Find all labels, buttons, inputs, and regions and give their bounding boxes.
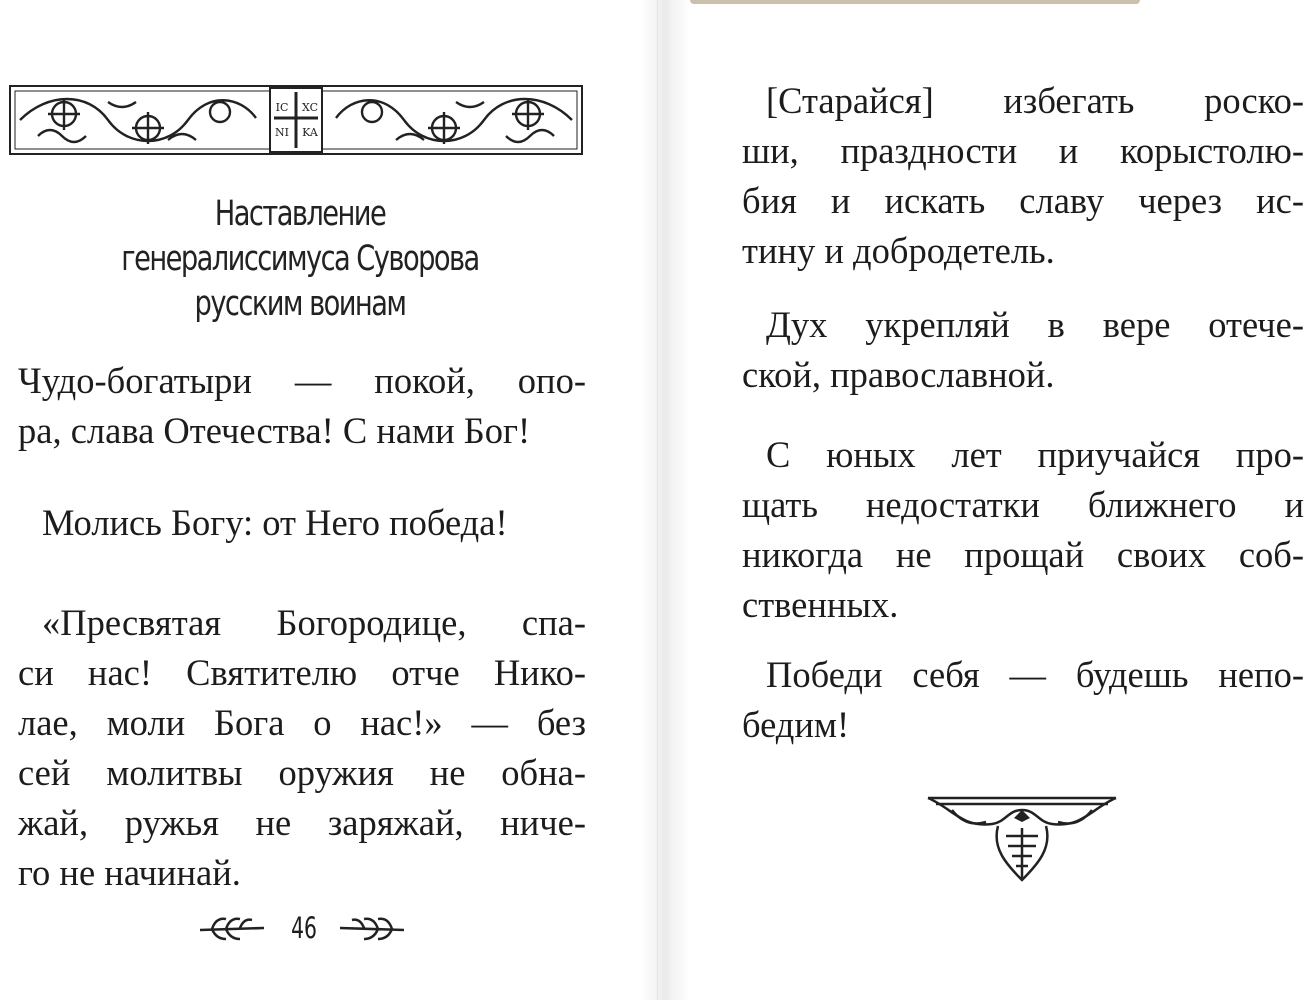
text-line: никогда не прощай своих соб- <box>742 534 1304 575</box>
text-line: С юных лет приучайся про- <box>766 434 1304 475</box>
paragraph <box>742 650 1304 750</box>
text-line: бедим! <box>742 704 850 745</box>
text-line: тину и добродетель. <box>742 230 1055 271</box>
left-page <box>0 0 640 1000</box>
paragraph <box>742 430 1304 630</box>
floral-ornament-band <box>8 84 584 156</box>
gutter-line <box>657 0 658 1000</box>
svg-text:XC: XC <box>301 101 319 114</box>
tailpiece-ornament-icon <box>922 788 1122 884</box>
book-gutter <box>640 0 690 1000</box>
text-line: си нас! Святителю отче Нико- <box>18 652 586 693</box>
text-line: ши, праздности и корыстолю- <box>742 130 1304 171</box>
svg-text:NI: NI <box>275 126 289 139</box>
text-line: Молись Богу: от Него победа! <box>42 502 508 543</box>
svg-text:KA: KA <box>302 126 318 139</box>
text-line: Дух укрепляй в вере отече- <box>766 304 1304 345</box>
page-number: 46 <box>291 911 317 945</box>
text-line: лае, моли Бога о нас!» — без <box>18 702 586 743</box>
paragraph <box>742 76 1304 276</box>
text-line: сей молитвы оружия не обна- <box>18 752 586 793</box>
text-line: жай, ружья не заряжай, ниче- <box>18 802 586 843</box>
text-line: Чудо-богатыри — покой, опо- <box>18 360 586 401</box>
laurel-branch-icon <box>198 914 266 942</box>
laurel-branch-icon <box>338 914 406 942</box>
paragraph <box>18 598 586 898</box>
text-line: бия и искать славу через ис- <box>742 180 1304 221</box>
heading-line: генералиссимуса Суворова <box>121 239 479 279</box>
text-line: щать недостатки ближнего и <box>742 484 1304 525</box>
paragraph <box>742 300 1304 400</box>
right-page <box>690 0 1314 1000</box>
text-line: ственных. <box>742 584 899 625</box>
text-line: го не начинай. <box>18 852 241 893</box>
paragraph <box>42 498 610 548</box>
paragraph <box>18 356 586 456</box>
text-line: Победи себя — будешь непо- <box>766 654 1304 695</box>
heading-line: русским воинам <box>194 284 406 324</box>
text-line: [Старайся] избегать роско- <box>766 80 1304 121</box>
heading-line: Наставление <box>214 194 386 234</box>
text-line: ской, православной. <box>742 354 1055 395</box>
text-line: «Пресвятая Богородице, спа- <box>42 602 586 643</box>
text-line: ра, слава Отечества! С нами Бог! <box>18 410 531 451</box>
cross-emblem-icon <box>270 88 322 152</box>
section-heading <box>97 192 503 327</box>
page-footer <box>198 908 408 948</box>
svg-text:IC: IC <box>275 101 289 114</box>
